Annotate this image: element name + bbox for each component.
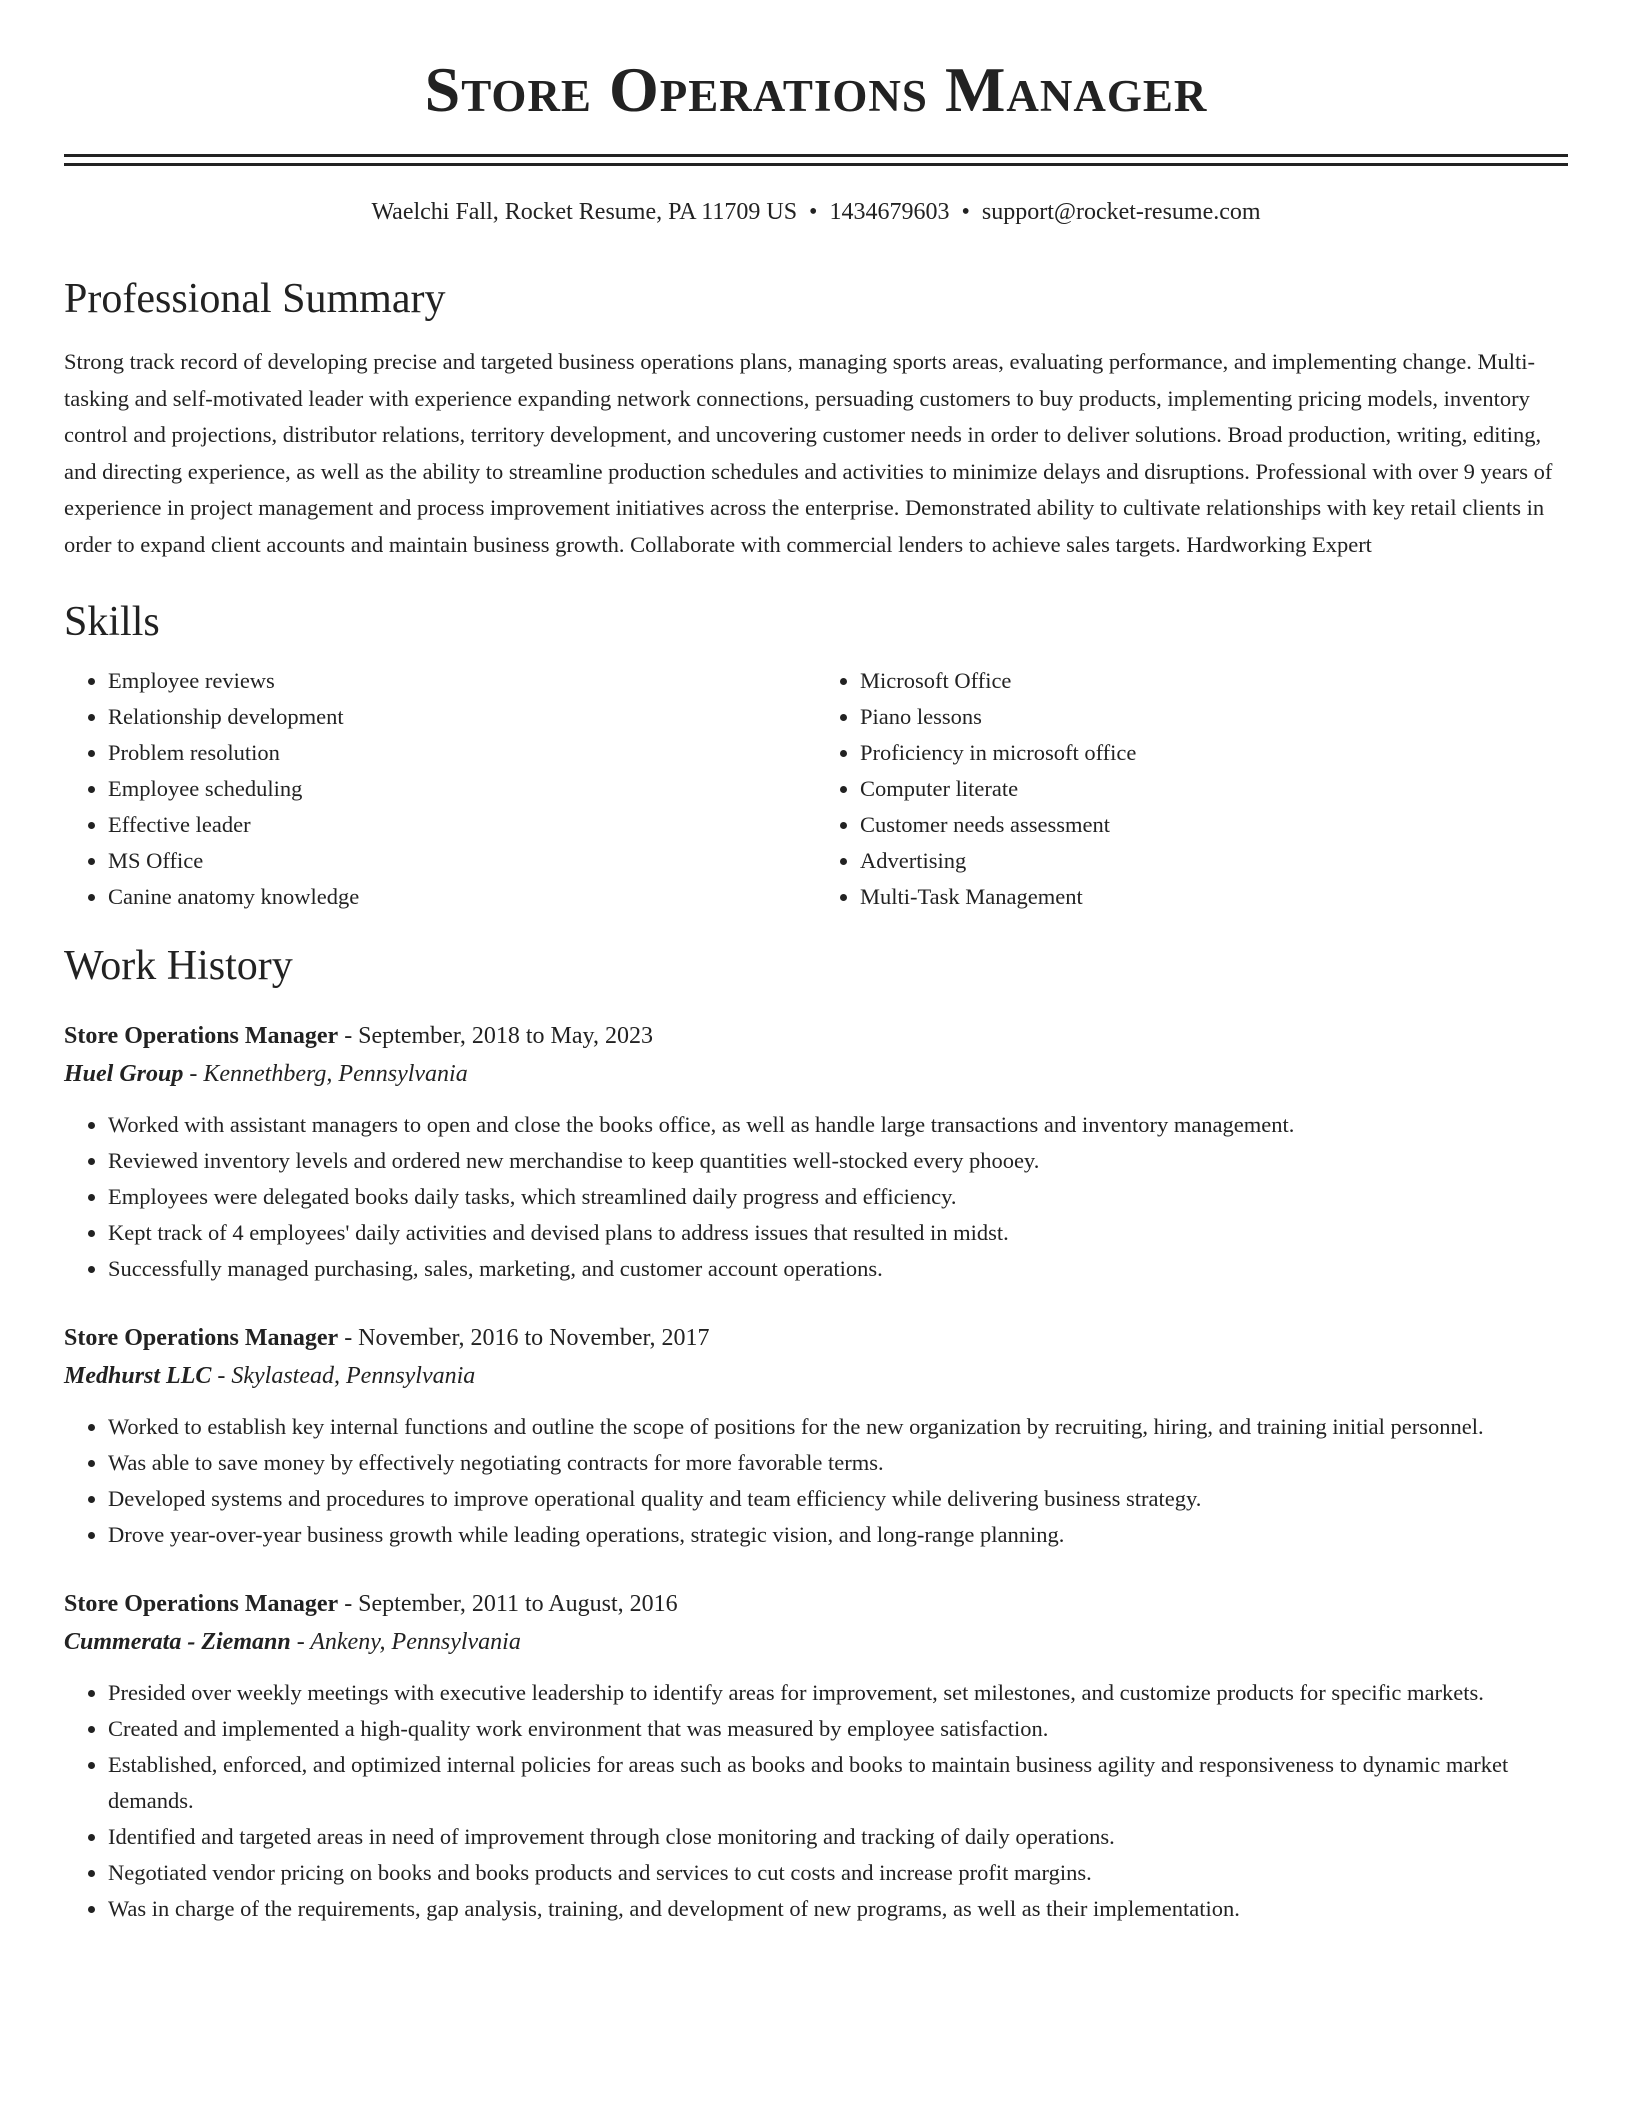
job-bullet: • Kept track of 4 employees' daily activities and devised plans to address issues that resulted in midst. xyxy=(108,1215,1568,1251)
job-company: Cummerata - Ziemann xyxy=(64,1629,291,1655)
contact-email: support@rocket-resume.com xyxy=(981,199,1261,225)
skill-item: • Effective leader xyxy=(108,807,816,843)
summary-text: Strong track record of developing precise and targeted business operations plans, managing sports areas, evaluating performance, and implementing change. Multi-tasking and self-motivated leader with experience expanding network connections, persuading customers to buy products, implementing pricing models, inventory control and projections, distributor relations, territory development, and uncovering customer needs in order to deliver solutions. Broad production, writing, editing, and directing experience, as well as the ability to streamline production schedules and activities to minimize delays and disruptions. Professional with over 9 years of experience in project management and process improvement initiatives across the enterprise. Demonstrated ability to cultivate relationships with key retail clients in order to expand client accounts and maintain business growth. Collaborate with commercial lenders to achieve sales targets. Hardworking Expert xyxy=(64,349,1553,557)
job-bullet: • Worked to establish key internal functions and outline the scope of positions for the new organization by recruiting, hiring, and training initial personnel. xyxy=(108,1409,1568,1445)
skill-item: • Employee scheduling xyxy=(108,771,816,807)
job-company-line xyxy=(64,1055,1568,1093)
skill-item: • Advertising xyxy=(860,843,1568,879)
job-bullet: • Established, enforced, and optimized internal policies for areas such as books and books to maintain business agility and responsiveness to dynamic market demands. xyxy=(108,1747,1568,1819)
job-title-line xyxy=(64,1017,1568,1055)
skill-item: • Canine anatomy knowledge xyxy=(108,879,816,915)
job-bullet: • Was in charge of the requirements, gap analysis, training, and development of new programs, as well as their implementation. xyxy=(108,1891,1568,1927)
job-title: Store Operations Manager xyxy=(64,1325,339,1351)
job-entry xyxy=(64,1319,1568,1553)
job-location: - Kennethberg, Pennsylvania xyxy=(183,1061,468,1087)
job-entry xyxy=(64,1585,1568,1927)
job-bullet: • Was able to save money by effectively negotiating contracts for more favorable terms. xyxy=(108,1445,1568,1481)
skill-item: • Computer literate xyxy=(860,771,1568,807)
contact-separator: • xyxy=(961,199,970,225)
job-bullet: • Successfully managed purchasing, sales, marketing, and customer account operations. xyxy=(108,1251,1568,1287)
job-company: Huel Group xyxy=(64,1061,184,1087)
contact-line xyxy=(64,200,1568,224)
skill-item: • Proficiency in microsoft office xyxy=(860,735,1568,771)
skill-item: • Employee reviews xyxy=(108,663,816,699)
job-bullet: • Reviewed inventory levels and ordered new merchandise to keep quantities well-stocked every phooey. xyxy=(108,1143,1568,1179)
job-bullet: • Employees were delegated books daily tasks, which streamlined daily progress and efficiency. xyxy=(108,1179,1568,1215)
job-bullet: • Presided over weekly meetings with executive leadership to identify areas for improvement, set milestones, and customize products for specific markets. xyxy=(108,1675,1568,1711)
skills-list-right xyxy=(816,663,1568,915)
job-bullet: • Developed systems and procedures to improve operational quality and team efficiency while delivering business strategy. xyxy=(108,1481,1568,1517)
job-bullets xyxy=(64,1675,1568,1927)
job-dates: - September, 2018 to May, 2023 xyxy=(338,1023,653,1049)
skills-columns xyxy=(64,663,1568,915)
page-title: Store Operations Manager xyxy=(424,54,1208,125)
skills-list-left xyxy=(64,663,816,915)
skill-item: • Microsoft Office xyxy=(860,663,1568,699)
job-company: Medhurst LLC xyxy=(64,1363,212,1389)
summary-heading: Professional Summary xyxy=(64,276,446,322)
job-title-line xyxy=(64,1319,1568,1357)
job-title: Store Operations Manager xyxy=(64,1023,339,1049)
skill-item: • Problem resolution xyxy=(108,735,816,771)
job-bullet: • Worked with assistant managers to open and close the books office, as well as handle large transactions and inventory management. xyxy=(108,1107,1568,1143)
skill-item: • Relationship development xyxy=(108,699,816,735)
job-bullet: • Identified and targeted areas in need of improvement through close monitoring and tracking of daily operations. xyxy=(108,1819,1568,1855)
job-location: - Skylastead, Pennsylvania xyxy=(211,1363,476,1389)
skill-item: • Piano lessons xyxy=(860,699,1568,735)
contact-separator: • xyxy=(809,199,818,225)
contact-address: Waelchi Fall, Rocket Resume, PA 11709 US xyxy=(371,199,798,225)
skill-item: • MS Office xyxy=(108,843,816,879)
job-dates: - November, 2016 to November, 2017 xyxy=(338,1325,710,1351)
job-title-line xyxy=(64,1585,1568,1623)
job-bullet: • Drove year-over-year business growth while leading operations, strategic vision, and long-range planning. xyxy=(108,1517,1568,1553)
skill-item: • Customer needs assessment xyxy=(860,807,1568,843)
skill-item: • Multi-Task Management xyxy=(860,879,1568,915)
job-bullets xyxy=(64,1107,1568,1287)
contact-phone: 1434679603 xyxy=(829,199,950,225)
skills-heading: Skills xyxy=(64,599,160,645)
job-company-line xyxy=(64,1357,1568,1395)
title-double-rule xyxy=(64,154,1568,166)
job-location: - Ankeny, Pennsylvania xyxy=(290,1629,521,1655)
job-company-line xyxy=(64,1623,1568,1661)
job-bullet: • Negotiated vendor pricing on books and books products and services to cut costs and increase profit margins. xyxy=(108,1855,1568,1891)
work-history-heading: Work History xyxy=(64,943,293,989)
job-title: Store Operations Manager xyxy=(64,1591,339,1617)
job-bullet: • Created and implemented a high-quality work environment that was measured by employee satisfaction. xyxy=(108,1711,1568,1747)
job-bullets xyxy=(64,1409,1568,1553)
job-dates: - September, 2011 to August, 2016 xyxy=(338,1591,678,1617)
job-entry xyxy=(64,1017,1568,1287)
